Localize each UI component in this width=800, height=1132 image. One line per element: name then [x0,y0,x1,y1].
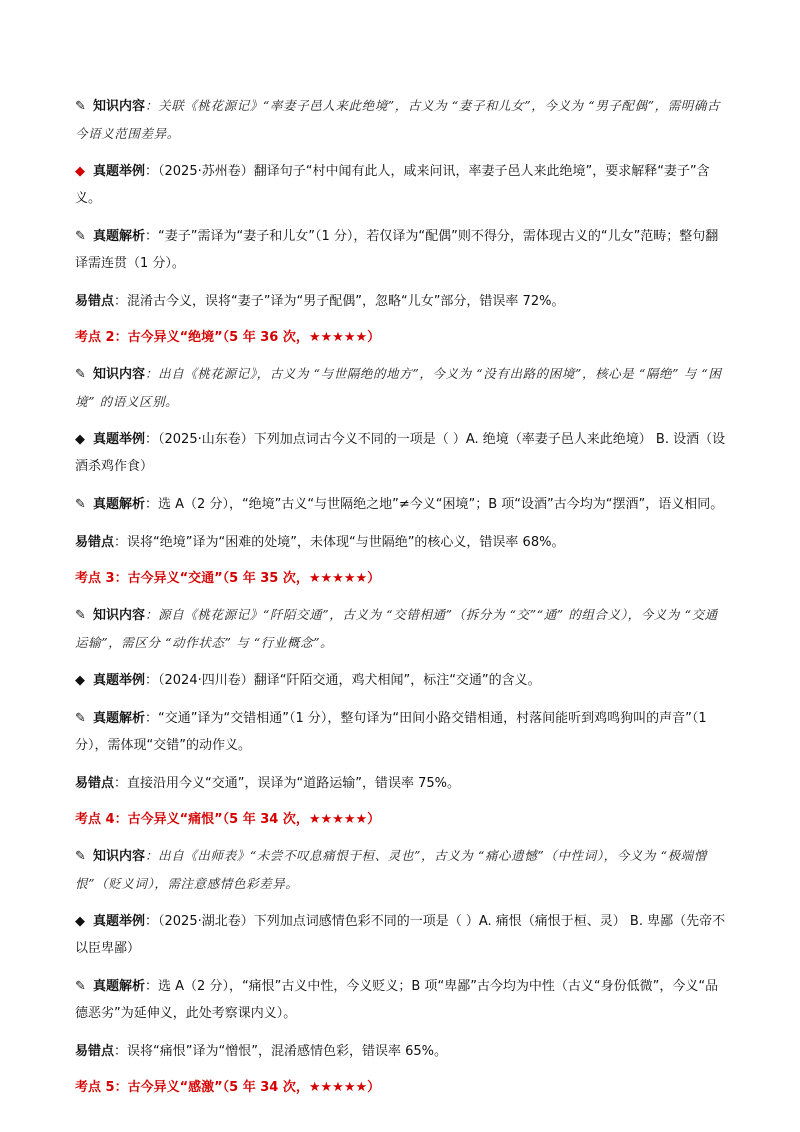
diamond-icon: ◆ [75,164,85,179]
example-label: 真题举例 [93,164,146,179]
content-column [75,92,729,1110]
intro-mistake [75,288,729,315]
example-label: 真题举例 [93,673,146,688]
knowledge-text: ：关联《桃花源记》“率妻子邑人来此绝境”，古义为 “妻子和儿女”，今义为 “男子配偶”，需明确古今语义范围差异。 [75,98,721,141]
example-text: ：（2025·苏州卷）翻译句子“村中闻有此人，咸来问讯，率妻子邑人来此绝境”，要求解释“妻子”含义。 [75,164,710,206]
intro-analysis [75,223,729,277]
section-example [75,667,729,694]
analysis-text: ：选 A（2 分），“绝境”古义“与世隔绝之地”≠今义“困境”；B 项“设酒”古今均为“摆酒”，语义相同。 [145,497,724,512]
mistake-label: 易错点 [75,535,115,550]
analysis-label: 真题解析 [93,979,146,994]
section-knowledge [75,601,729,656]
mistake-label: 易错点 [75,1044,115,1059]
section-knowledge [75,842,729,897]
mistake-label: 易错点 [75,294,115,309]
mistake-text: ：混淆古今义，误将“妻子”译为“男子配偶”，忽略“儿女”部分，错误率 72%。 [114,294,565,309]
diamond-icon: ◆ [75,914,85,929]
analysis-text: ：选 A（2 分），“痛恨”古义中性，今义贬义；B 项“卑鄙”古今均为中性（古义“身份低微”，今义“品德恶劣”为延伸义，此处考察课内义）。 [75,979,719,1021]
pencil-icon: ✎ [75,849,87,864]
analysis-label: 真题解析 [93,229,146,244]
pencil-icon: ✎ [75,608,87,623]
next-section-heading: 考点 5：古今异义“感激”（5 年 34 次，★★★★★） [75,1080,381,1095]
analysis-label: 真题解析 [93,497,146,512]
section-kaodian-2 [75,326,729,556]
section-knowledge [75,360,729,415]
section-mistake [75,1038,729,1065]
pen-icon: ✎ [75,497,86,512]
knowledge-text: ：出自《桃花源记》，古义为 “与世隔绝的地方”，今义为 “没有出路的困境”，核心是 “隔绝” 与 “困境” 的语义区别。 [75,366,722,409]
knowledge-label: 知识内容 [93,367,146,382]
pencil-icon: ✎ [75,99,87,114]
knowledge-label: 知识内容 [93,99,146,114]
section-heading: 考点 3：古今异义“交通”（5 年 35 次，★★★★★） [75,571,381,586]
knowledge-text: ：出自《出师表》“未尝不叹息痛恨于桓、灵也”，古义为 “痛心遗憾”（中性词），今义为 “极端憎恨”（贬义词），需注意感情色彩差异。 [75,848,707,891]
analysis-text: ：“妻子”需译为“妻子和儿女”（1 分），若仅译为“配偶”则不得分，需体现古义的“儿女”范畴；整句翻译需连贯（1 分）。 [75,229,719,271]
example-label: 真题举例 [93,914,146,929]
section-heading: 考点 4：古今异义“痛恨”（5 年 34 次，★★★★★） [75,812,381,827]
intro-example [75,158,729,212]
intro-knowledge [75,92,729,147]
diamond-icon: ◆ [75,673,85,688]
diamond-icon: ◆ [75,432,85,447]
section-analysis [75,705,729,759]
section-analysis [75,491,729,518]
knowledge-label: 知识内容 [93,608,146,623]
section-mistake [75,770,729,797]
mistake-label: 易错点 [75,776,115,791]
section-example [75,426,729,480]
section-kaodian-4 [75,808,729,1065]
mistake-text: ：误将“绝境”译为“困难的处境”，未体现“与世隔绝”的核心义，错误率 68%。 [114,535,565,550]
analysis-label: 真题解析 [93,711,146,726]
mistake-text: ：误将“痛恨”译为“憎恨”，混淆感情色彩，错误率 65%。 [114,1044,447,1059]
knowledge-label: 知识内容 [93,849,146,864]
pencil-icon: ✎ [75,367,87,382]
section-analysis [75,973,729,1027]
analysis-text: ：“交通”译为“交错相通”（1 分），整句译为“田间小路交错相通，村落间能听到鸡鸣狗叫的声音”（1 分），需体现“交错”的动作义。 [75,711,707,753]
section-mistake [75,529,729,556]
example-text: ：（2025·山东卷）下列加点词古今义不同的一项是（ ）A. 绝境（率妻子邑人来此绝境） B. 设酒（设酒杀鸡作食） [75,432,726,474]
section-kaodian-3 [75,567,729,797]
pen-icon: ✎ [75,979,86,994]
mistake-text: ：直接沿用今义“交通”，误译为“道路运输”，错误率 75%。 [114,776,460,791]
section-example [75,908,729,962]
example-text: ：（2025·湖北卷）下列加点词感情色彩不同的一项是（ ）A. 痛恨（痛恨于桓、灵） B. 卑鄙（先帝不以臣卑鄙） [75,914,726,956]
pen-icon: ✎ [75,229,86,244]
knowledge-text: ：源自《桃花源记》“阡陌交通”，古义为 “交错相通”（拆分为 “交”“通” 的组合义），今义为 “交通运输”，需区分 “动作状态” 与 “行业概念”。 [75,607,718,650]
example-text: ：（2024·四川卷）翻译“阡陌交通，鸡犬相闻”，标注“交通”的含义。 [145,673,541,688]
section-heading: 考点 2：古今异义“绝境”（5 年 36 次，★★★★★） [75,330,381,345]
example-label: 真题举例 [93,432,146,447]
pen-icon: ✎ [75,711,86,726]
